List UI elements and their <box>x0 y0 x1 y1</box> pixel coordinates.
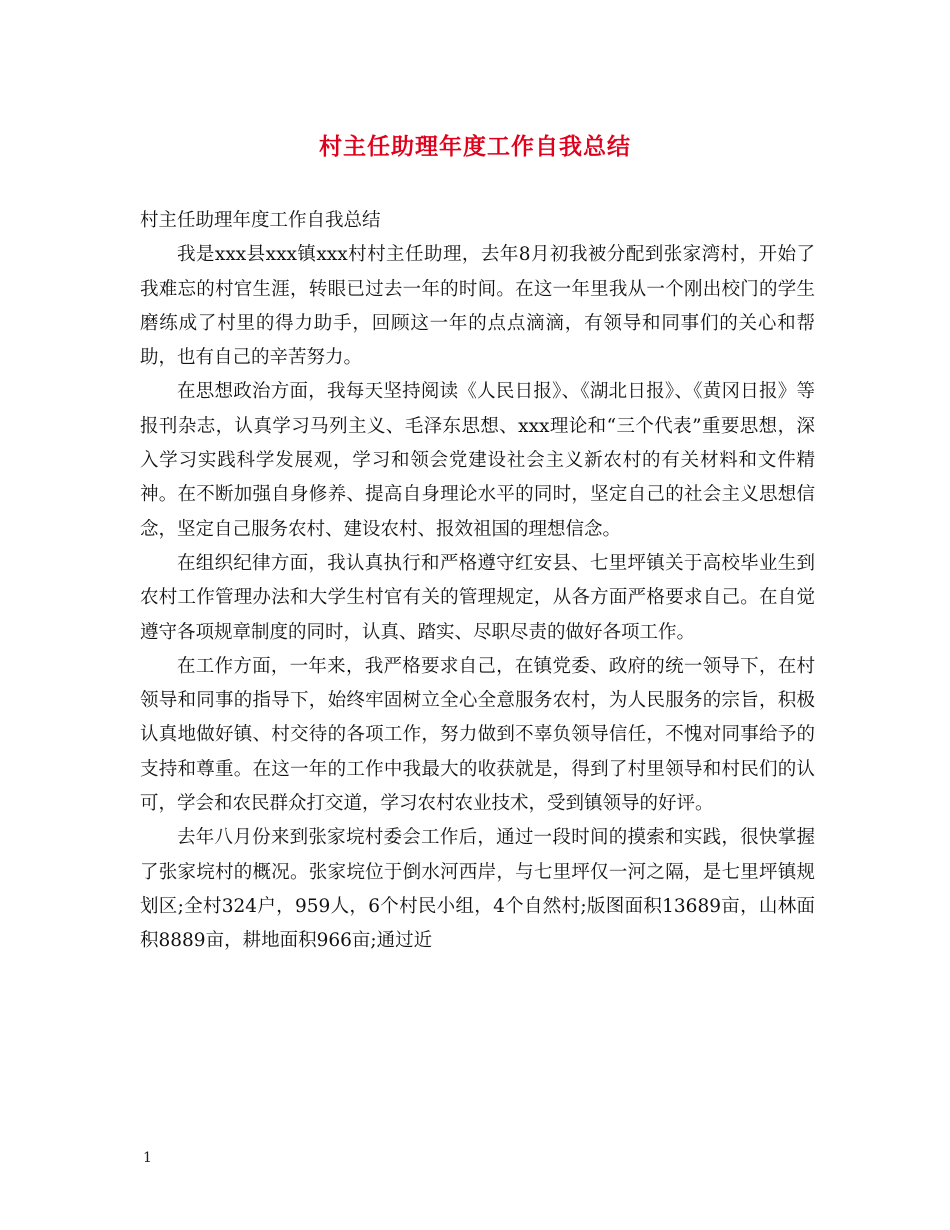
document-title: 村主任助理年度工作自我总结 <box>319 134 631 160</box>
paragraph-work: 在工作方面，一年来，我严格要求自己，在镇党委、政府的统一领导下，在村领导和同事的指导下，始终牢固树立全心全意服务农村，为人民服务的宗旨，积极认真地做好镇、村交待的各项工作，努力做到不辜负领导信任，不愧对同事给予的支持和尊重。在这一年的工作中我最大的收获就是，得到了村里领导和村民们的认可，学会和农民群众打交道，学习农村农业技术，受到镇领导的好评。 <box>140 655 815 815</box>
page-number: 1 <box>143 1150 152 1166</box>
document-subtitle: 村主任助理年度工作自我总结 <box>140 210 381 231</box>
paragraph-village-overview: 去年八月份来到张家垸村委会工作后，通过一段时间的摸索和实践，很快掌握了张家垸村的概况。张家垸位于倒水河西岸，与七里坪仅一河之隔，是七里坪镇规划区;全村324户，959人，6个村民小组，4个自然村;版图面积13689亩，山林面积8889亩，耕地面积966亩;通过近 <box>140 827 815 952</box>
paragraph-discipline: 在组织纪律方面，我认真执行和严格遵守红安县、七里坪镇关于高校毕业生到农村工作管理办法和大学生村官有关的管理规定，从各方面严格要求自己。在自觉遵守各项规章制度的同时，认真、踏实、尽职尽责的做好各项工作。 <box>140 552 815 643</box>
paragraph-political: 在思想政治方面，我每天坚持阅读《人民日报》、《湖北日报》、《黄冈日报》等报刊杂志，认真学习马列主义、毛泽东思想、xxx理论和“三个代表”重要思想，深入学习实践科学发展观，学习和领会党建设社会主义新农村的有关材料和文件精神。在不断加强自身修养、提高自身理论水平的同时，坚定自己的社会主义思想信念，坚定自己服务农村、建设农村、报效祖国的理想信念。 <box>140 381 815 540</box>
paragraph-intro: 我是xxx县xxx镇xxx村村主任助理，去年8月初我被分配到张家湾村，开始了我难忘的村官生涯，转眼已过去一年的时间。在这一年里我从一个刚出校门的学生磨练成了村里的得力助手，回顾这一年的点点滴滴，有领导和同事们的关心和帮助，也有自己的辛苦努力。 <box>140 244 815 369</box>
document-body <box>140 204 815 959</box>
